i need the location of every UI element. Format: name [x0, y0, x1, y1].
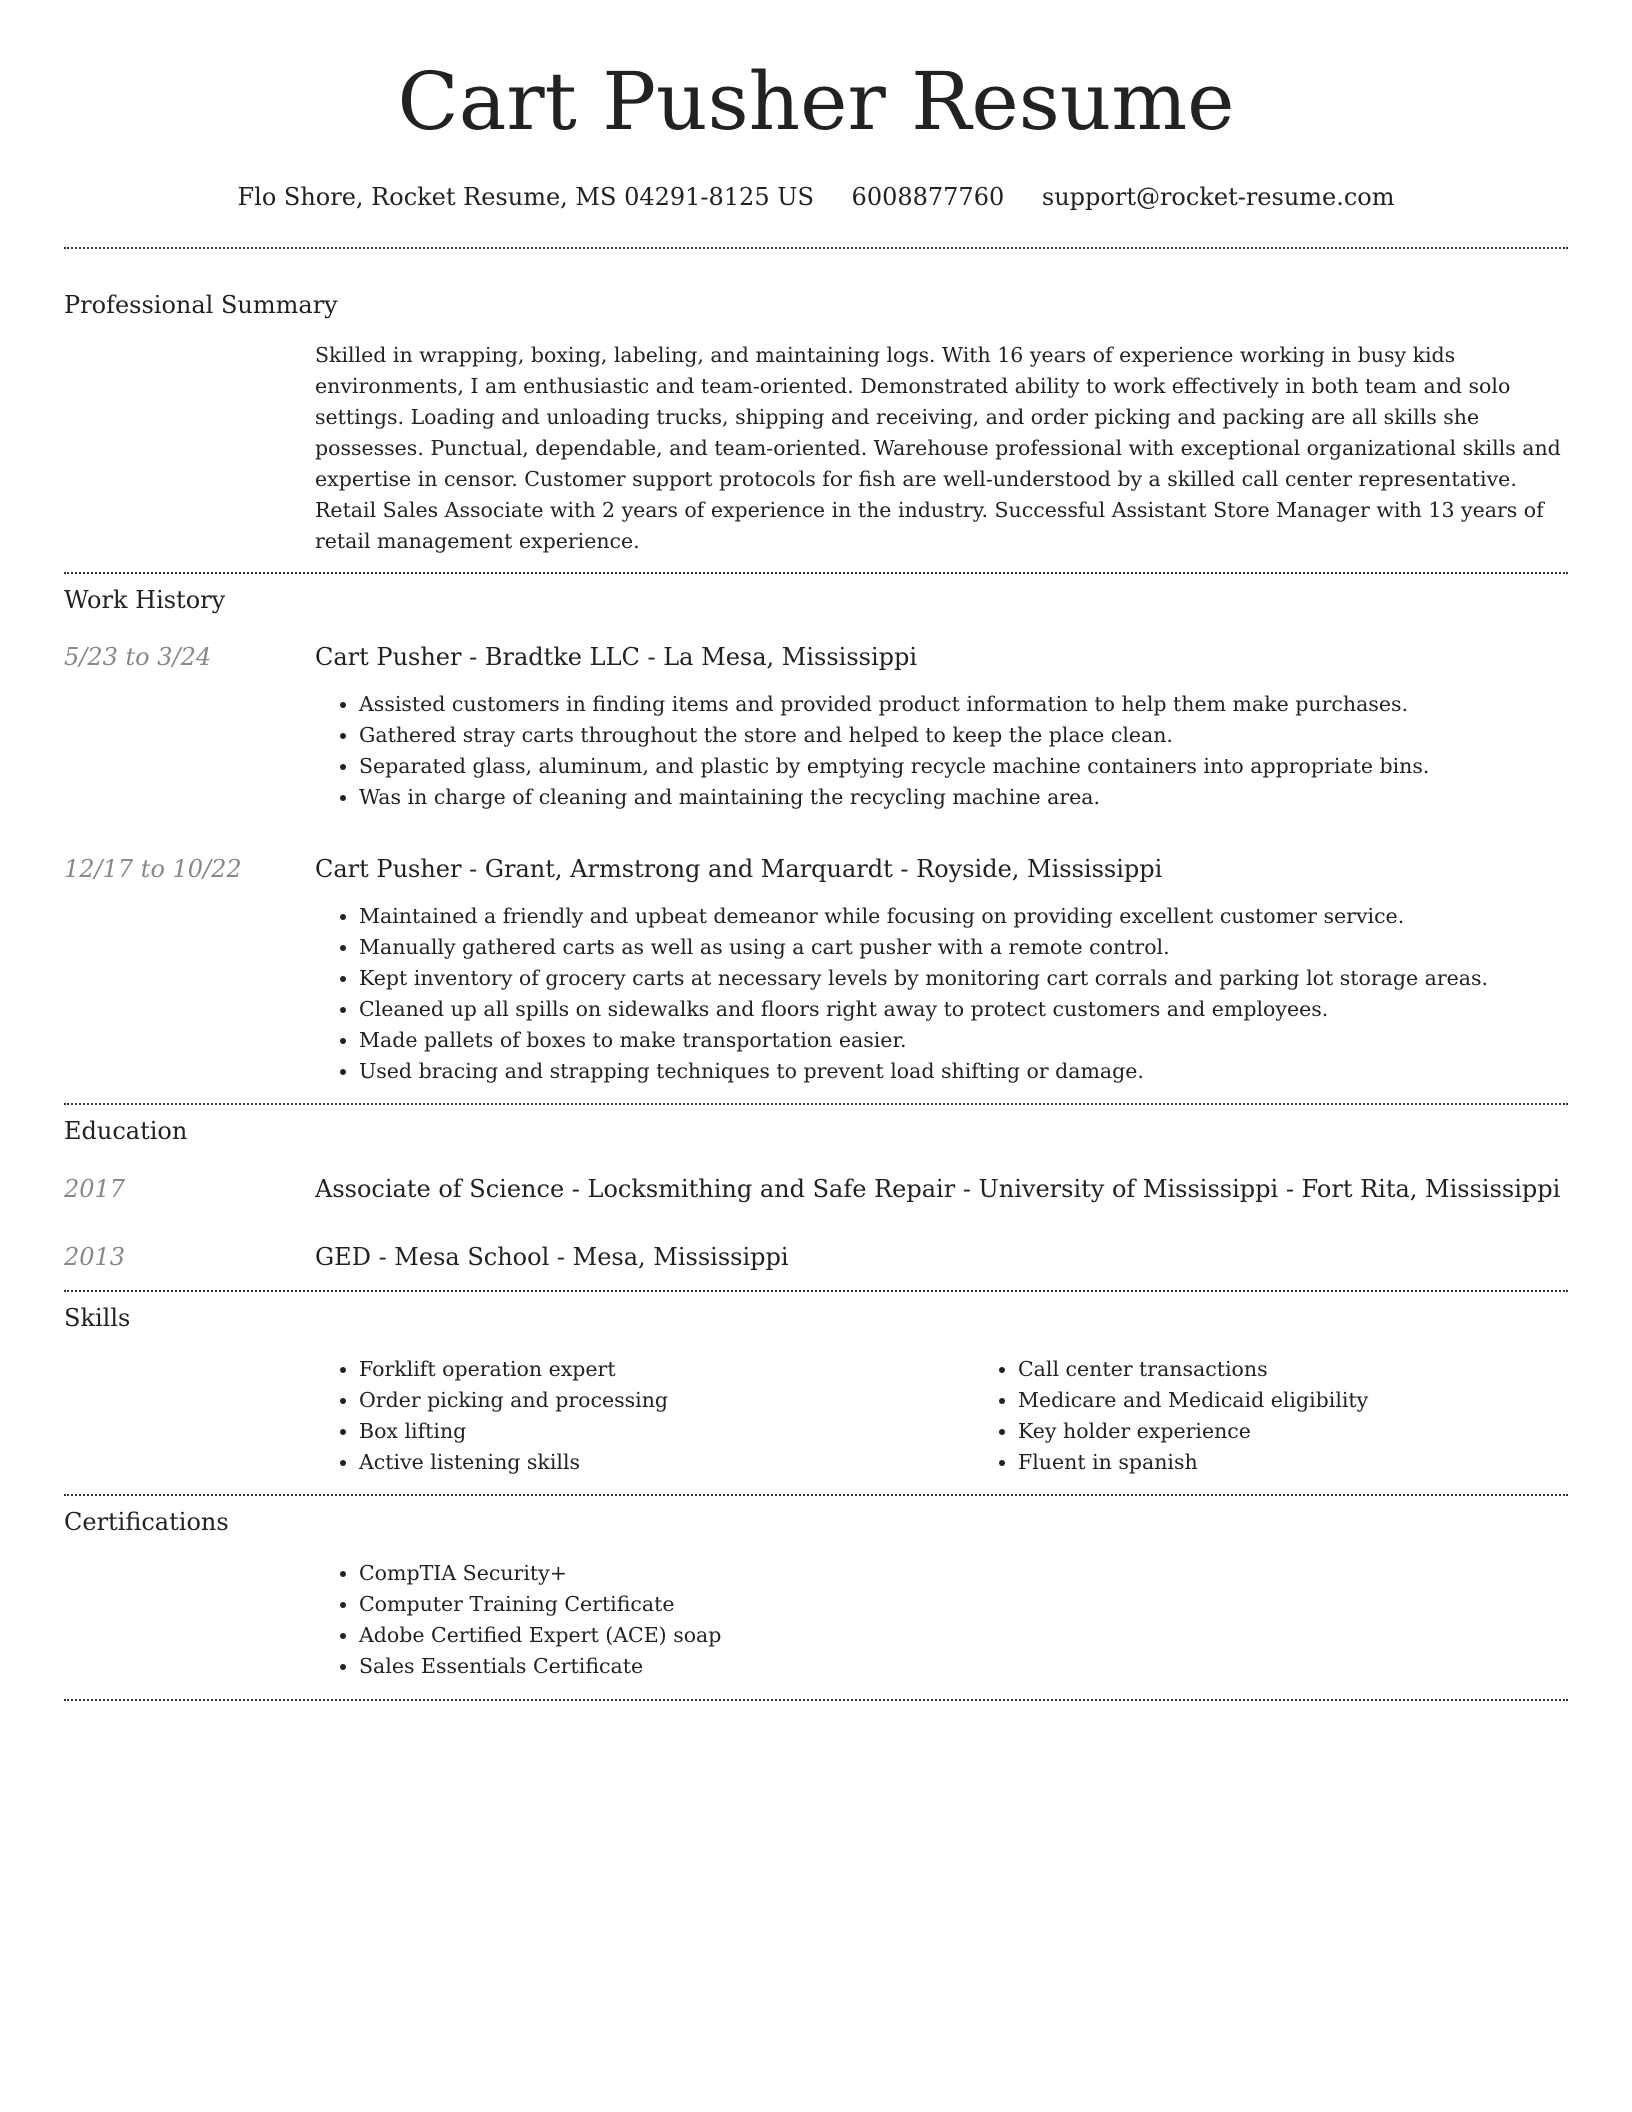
list-item: • Sales Essentials Certificate	[359, 1651, 1568, 1682]
certifications-section	[64, 1506, 1568, 1682]
list-item: • Manually gathered carts as well as using a cart pusher with a remote control.	[359, 932, 1568, 963]
list-item: • CompTIA Security+	[359, 1558, 1568, 1589]
job-title: Cart Pusher - Bradtke LLC - La Mesa, Mississippi	[315, 643, 918, 671]
job-bullets	[315, 689, 1568, 813]
list-item: • Key holder experience	[1018, 1416, 1632, 1447]
divider	[64, 247, 1568, 249]
certifications-list	[315, 1558, 1568, 1682]
education-section	[64, 1115, 1568, 1273]
list-item: • Kept inventory of grocery carts at necessary levels by monitoring cart corrals and parking lot storage areas.	[359, 963, 1568, 994]
work-history-section	[64, 584, 1568, 1087]
list-item: • Call center transactions	[1018, 1354, 1632, 1385]
list-item: • Order picking and processing	[359, 1385, 974, 1416]
job-dates: 5/23 to 3/24	[64, 643, 212, 671]
education-year: 2013	[64, 1243, 126, 1271]
job-bullets	[315, 901, 1568, 1087]
job-title: Cart Pusher - Grant, Armstrong and Marquardt - Royside, Mississippi	[315, 855, 1163, 883]
list-item: • Computer Training Certificate	[359, 1589, 1568, 1620]
list-item: • Made pallets of boxes to make transportation easier.	[359, 1025, 1568, 1056]
list-item: • Box lifting	[359, 1416, 974, 1447]
skills-list-left	[315, 1354, 974, 1478]
section-title-skills: Skills	[64, 1304, 131, 1332]
contact-line	[64, 180, 1568, 214]
education-title: Associate of Science - Locksmithing and Safe Repair - University of Mississippi - Fort Rita, Mississippi	[315, 1175, 1561, 1203]
divider	[64, 1494, 1568, 1496]
education-title: GED - Mesa School - Mesa, Mississippi	[315, 1243, 789, 1271]
divider	[64, 1290, 1568, 1292]
section-title-work: Work History	[64, 586, 226, 614]
summary-section	[64, 289, 1568, 557]
divider	[64, 1103, 1568, 1105]
list-item: • Was in charge of cleaning and maintaining the recycling machine area.	[359, 782, 1568, 813]
list-item: • Active listening skills	[359, 1447, 974, 1478]
list-item: • Fluent in spanish	[1018, 1447, 1632, 1478]
list-item: • Maintained a friendly and upbeat demeanor while focusing on providing excellent customer service.	[359, 901, 1568, 932]
list-item: • Adobe Certified Expert (ACE) soap	[359, 1620, 1568, 1651]
divider	[64, 572, 1568, 574]
resume-title: Cart Pusher Resume	[397, 55, 1235, 148]
summary-text: Skilled in wrapping, boxing, labeling, and maintaining logs. With 16 years of experience working in busy kids environments, I am enthusiastic and team-oriented. Demonstrated ability to work effectively in both team and solo settings. Loading and unloading trucks, shipping and receiving, and order picking and packing are all skills she possesses. Punctual, dependable, and team-oriented. Warehouse professional with exceptional organizational skills and expertise in censor. Customer support protocols for fish are well-understood by a skilled call center representative. Retail Sales Associate with 2 years of experience in the industry. Successful Assistant Store Manager with 13 years of retail management experience.	[315, 343, 1561, 553]
contact-address: Flo Shore, Rocket Resume, MS 04291-8125 US	[237, 183, 814, 211]
job-entry	[64, 641, 1568, 813]
contact-email: support@rocket-resume.com	[1041, 183, 1395, 211]
section-title-certifications: Certifications	[64, 1508, 229, 1536]
job-dates: 12/17 to 10/22	[64, 855, 242, 883]
divider	[64, 1699, 1568, 1701]
education-entry	[64, 1173, 1568, 1205]
education-year: 2017	[64, 1175, 126, 1203]
list-item: • Medicare and Medicaid eligibility	[1018, 1385, 1632, 1416]
list-item: • Forklift operation expert	[359, 1354, 974, 1385]
job-entry	[64, 853, 1568, 1087]
education-entry	[64, 1241, 1568, 1273]
section-title-summary: Professional Summary	[64, 291, 338, 319]
contact-phone: 6008877760	[851, 183, 1005, 211]
list-item: • Used bracing and strapping techniques to prevent load shifting or damage.	[359, 1056, 1568, 1087]
skills-section	[64, 1302, 1568, 1478]
skills-list-right	[974, 1354, 1632, 1478]
list-item: • Separated glass, aluminum, and plastic by emptying recycle machine containers into appropriate bins.	[359, 751, 1568, 782]
section-title-education: Education	[64, 1117, 188, 1145]
list-item: • Gathered stray carts throughout the store and helped to keep the place clean.	[359, 720, 1568, 751]
list-item: • Cleaned up all spills on sidewalks and floors right away to protect customers and employees.	[359, 994, 1568, 1025]
list-item: • Assisted customers in finding items and provided product information to help them make purchases.	[359, 689, 1568, 720]
